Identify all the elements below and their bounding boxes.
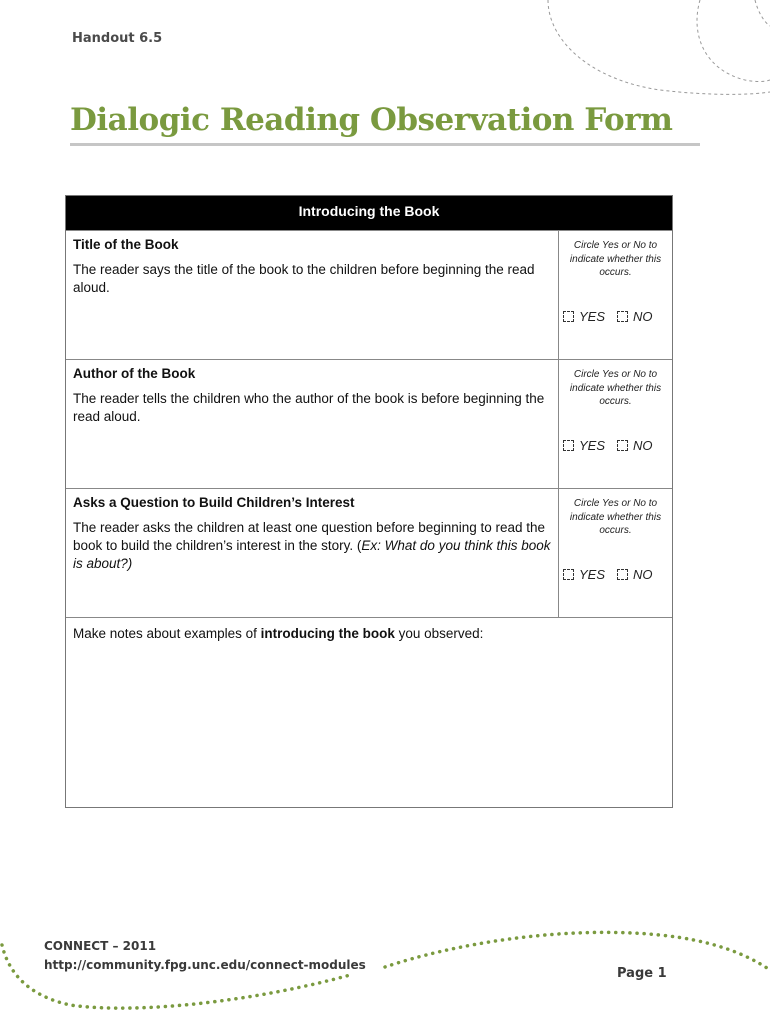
form-row-author: [66, 359, 672, 488]
row-title: Author of the Book: [73, 366, 196, 381]
form-row-title: [66, 230, 672, 359]
row-response: [559, 360, 672, 488]
row-title: Title of the Book: [73, 237, 179, 252]
yes-checkbox[interactable]: [563, 569, 574, 580]
notes-area[interactable]: [66, 617, 672, 807]
row-content: [66, 360, 559, 488]
yes-no-options: [563, 567, 653, 582]
observation-form: [65, 195, 673, 808]
circle-instruction: Circle Yes or No to indicate whether this occurs.: [569, 240, 662, 278]
row-content: [66, 231, 559, 359]
row-title: Asks a Question to Build Children’s Interest: [73, 495, 355, 510]
footer-info: [44, 937, 366, 975]
section-header: Introducing the Book: [66, 196, 672, 230]
no-label: NO: [633, 309, 653, 324]
footer-org: CONNECT – 2011: [44, 939, 157, 953]
decorative-arcs: [0, 0, 770, 110]
row-description: The reader says the title of the book to the children before beginning the read aloud.: [73, 262, 535, 295]
no-checkbox[interactable]: [617, 311, 628, 322]
yes-label: YES: [579, 438, 606, 453]
circle-instruction: Circle Yes or No to indicate whether this occurs.: [569, 498, 662, 536]
footer-url[interactable]: http://community.fpg.unc.edu/connect-modules: [44, 958, 366, 972]
no-checkbox[interactable]: [617, 569, 628, 580]
title-divider: [70, 143, 700, 146]
row-description: The reader asks the children at least one question before beginning to read the book to build the children’s interest in the story. (Ex: What do you think this book is about?): [73, 520, 551, 571]
handout-label: Handout 6.5: [72, 31, 163, 46]
yes-no-options: [563, 309, 653, 324]
yes-checkbox[interactable]: [563, 311, 574, 322]
row-response: [559, 489, 672, 617]
notes-prompt: Make notes about examples of introducing the book you observed:: [73, 626, 484, 641]
no-label: NO: [633, 438, 653, 453]
row-description: The reader tells the children who the author of the book is before beginning the read aloud.: [73, 391, 545, 424]
no-checkbox[interactable]: [617, 440, 628, 451]
page-number: Page 1: [617, 966, 667, 981]
form-row-question: [66, 488, 672, 617]
yes-label: YES: [579, 567, 606, 582]
yes-checkbox[interactable]: [563, 440, 574, 451]
row-content: [66, 489, 559, 617]
row-response: [559, 231, 672, 359]
circle-instruction: Circle Yes or No to indicate whether this occurs.: [569, 369, 662, 407]
yes-no-options: [563, 438, 653, 453]
page-title: Dialogic Reading Observation Form: [70, 102, 673, 138]
no-label: NO: [633, 567, 653, 582]
yes-label: YES: [579, 309, 606, 324]
